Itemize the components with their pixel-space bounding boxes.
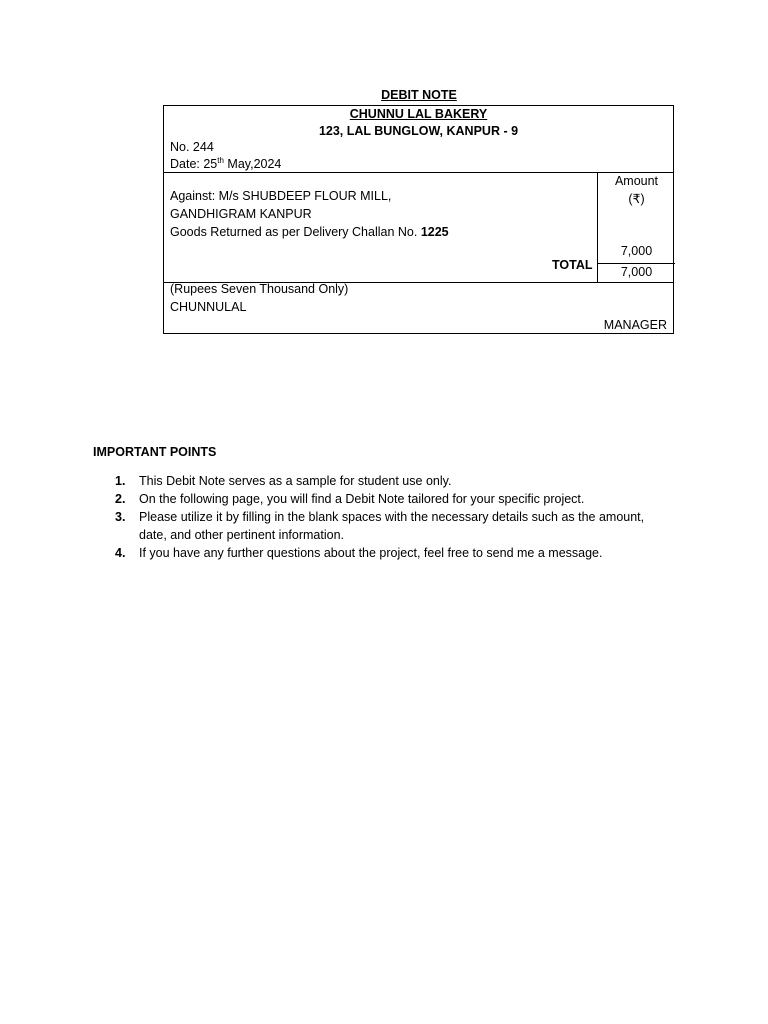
goods-text: Goods Returned as per Delivery Challan No. <box>170 225 421 239</box>
list-item-number: 1. <box>115 474 126 488</box>
amount-header <box>598 172 675 208</box>
document-title: DEBIT NOTE <box>381 88 457 102</box>
list-item <box>93 544 673 562</box>
important-points-title: IMPORTANT POINTS <box>93 445 217 459</box>
total-label: TOTAL <box>552 258 593 272</box>
important-points-list <box>93 472 673 562</box>
note-footer <box>164 282 673 334</box>
amount-in-words: (Rupees Seven Thousand Only) <box>170 282 349 296</box>
debit-note-table <box>163 105 674 334</box>
list-item-number: 2. <box>115 492 126 506</box>
amount-value: 7,000 <box>620 244 653 258</box>
company-name: CHUNNU LAL BAKERY <box>349 107 488 121</box>
note-body <box>164 172 673 283</box>
signer-name: CHUNNULAL <box>170 300 247 314</box>
amount-column <box>597 172 675 282</box>
total-value: 7,000 <box>598 263 675 283</box>
date-suffix: May,2024 <box>223 157 282 172</box>
note-number: No. 244 <box>170 140 214 154</box>
company-address: 123, LAL BUNGLOW, KANPUR - 9 <box>318 124 519 138</box>
date-ordinal: th <box>217 156 224 165</box>
list-item-number: 4. <box>115 546 126 560</box>
against-line-1: Against: M/s SHUBDEEP FLOUR MILL, <box>170 189 392 203</box>
challan-number: 1225 <box>420 225 449 239</box>
amount-header-label: Amount <box>614 174 659 188</box>
amount-currency: (₹) <box>628 192 645 206</box>
signer-designation: MANAGER <box>603 318 667 332</box>
note-header <box>164 106 673 173</box>
list-item-text: Please utilize it by filling in the blank spaces with the necessary details such as the amount, date, and other pertinent information. <box>139 510 645 542</box>
date-prefix: Date: 25 <box>170 157 218 172</box>
against-line-2: GANDHIGRAM KANPUR <box>170 207 312 221</box>
list-item <box>93 508 673 544</box>
note-date <box>170 156 281 171</box>
goods-returned-line <box>170 225 449 239</box>
list-item-text: This Debit Note serves as a sample for student use only. <box>139 474 452 488</box>
list-item-number: 3. <box>115 510 126 524</box>
list-item <box>93 490 673 508</box>
list-item-text: If you have any further questions about the project, feel free to send me a message. <box>139 546 603 560</box>
list-item <box>93 472 673 490</box>
list-item-text: On the following page, you will find a Debit Note tailored for your specific project. <box>139 492 585 506</box>
